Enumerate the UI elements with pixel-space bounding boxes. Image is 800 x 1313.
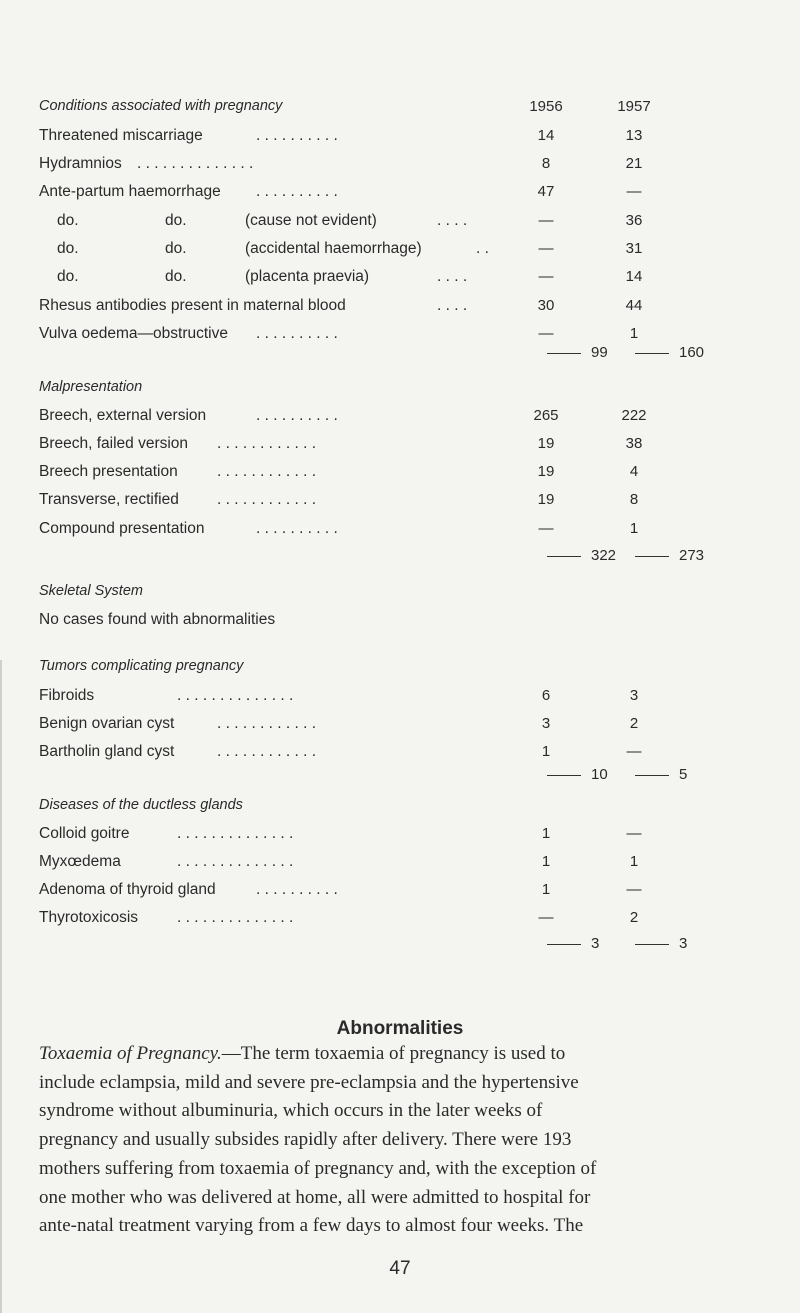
- value-1957: —: [626, 881, 642, 898]
- table-row-label: Rhesus antibodies present in maternal blood: [39, 297, 346, 314]
- paragraph-line: Toxaemia of Pregnancy.—The term toxaemia of pregnancy is used to: [39, 1043, 566, 1064]
- paragraph-line: include eclampsia, mild and severe pre-eclampsia and the hypertensive: [39, 1071, 579, 1093]
- section-title-pregnancy: Conditions associated with pregnancy: [39, 98, 283, 114]
- value-1956: 265: [533, 407, 559, 424]
- table-row-label: Threatened miscarriage: [39, 127, 203, 144]
- subtotal-1957: 3: [635, 936, 687, 951]
- abnormalities-heading: Abnormalities: [336, 1018, 464, 1039]
- value-1956: 6: [541, 687, 551, 704]
- subtotal-1956: 99: [547, 345, 608, 360]
- paragraph-line: mothers suffering from toxaemia of pregnancy and, with the exception of: [39, 1157, 597, 1179]
- scan-edge-line: [0, 660, 2, 1313]
- leader-dots: . . . . . . . . . .: [256, 127, 338, 144]
- table-row-label: Adenoma of thyroid gland: [39, 881, 216, 898]
- table-row-label: (accidental haemorrhage): [245, 240, 422, 257]
- leader-dots: . . . .: [437, 212, 468, 229]
- value-1957: 44: [625, 297, 643, 314]
- ditto-mark: do.: [57, 268, 79, 285]
- value-1957: 8: [629, 491, 639, 508]
- value-1957: 36: [625, 212, 643, 229]
- value-1957: 4: [629, 463, 639, 480]
- leader-dots: . . . . . . . . . . . . . .: [177, 909, 294, 926]
- section-title-malpresentation: Malpresentation: [39, 379, 143, 395]
- table-row-label: Ante-partum haemorrhage: [39, 183, 221, 200]
- value-1956: —: [538, 212, 554, 229]
- value-1957: 2: [629, 715, 639, 732]
- leader-dots: . . . . . . . . . . . . . .: [137, 155, 254, 172]
- leader-dots: . . . . . . . . . . . .: [217, 463, 317, 480]
- table-row-label: Colloid goitre: [39, 825, 130, 842]
- ditto-mark: do.: [57, 212, 79, 229]
- value-1956: 1: [541, 853, 551, 870]
- value-1956: 19: [537, 491, 555, 508]
- skeletal-text: No cases found with abnormalities: [39, 611, 276, 628]
- value-1956: 14: [537, 127, 555, 144]
- table-row-label: Breech, failed version: [39, 435, 189, 452]
- value-1957: 13: [625, 127, 643, 144]
- table-row-label: Breech, external version: [39, 407, 207, 424]
- leader-dots: . . . . . . . . . .: [256, 881, 338, 898]
- column-header-1957: 1957: [617, 98, 651, 115]
- ditto-mark: do.: [165, 268, 187, 285]
- table-row-label: Bartholin gland cyst: [39, 743, 175, 760]
- table-row-label: Myxœdema: [39, 853, 121, 870]
- table-row-label: (cause not evident): [245, 212, 377, 229]
- table-row-label: Hydramnios: [39, 155, 122, 172]
- value-1957: 3: [629, 687, 639, 704]
- paragraph-line: ante-natal treatment varying from a few days to almost four weeks. The: [39, 1215, 584, 1237]
- value-1956: 30: [537, 297, 555, 314]
- value-1956: —: [538, 240, 554, 257]
- leader-dots: . . . . . . . . . . . . . .: [177, 825, 294, 842]
- table-row-label: (placenta praevia): [245, 268, 370, 285]
- table-row-label: Breech presentation: [39, 463, 178, 480]
- subtotal-1956: 10: [547, 767, 608, 782]
- leader-dots: . . . . . . . . . . . .: [217, 743, 317, 760]
- value-1957: 14: [625, 268, 643, 285]
- paragraph-line: pregnancy and usually subsides rapidly after delivery. There were 193: [39, 1129, 572, 1151]
- value-1956: 47: [537, 183, 555, 200]
- value-1956: 3: [541, 715, 551, 732]
- value-1956: —: [538, 520, 554, 537]
- ditto-mark: do.: [57, 240, 79, 257]
- value-1956: —: [538, 325, 554, 342]
- value-1957: 38: [625, 435, 643, 452]
- paragraph-line: syndrome without albuminuria, which occurs in the later weeks of: [39, 1100, 543, 1122]
- value-1957: 1: [629, 853, 639, 870]
- subtotal-1956: 322: [547, 548, 616, 563]
- table-row-label: Benign ovarian cyst: [39, 715, 175, 732]
- subtotal-1956: 3: [547, 936, 599, 951]
- leader-dots: . . . . . . . . . . . . . .: [177, 853, 294, 870]
- value-1957: 21: [625, 155, 643, 172]
- leader-dots: . . . .: [437, 297, 468, 314]
- leader-dots: . . . . . . . . . . . .: [217, 491, 317, 508]
- value-1956: 1: [541, 881, 551, 898]
- table-row-label: Thyrotoxicosis: [39, 909, 139, 926]
- leader-dots: . . . . . . . . . .: [256, 520, 338, 537]
- value-1957: 222: [621, 407, 647, 424]
- subtotal-1957: 160: [635, 345, 704, 360]
- page-number: 47: [389, 1258, 411, 1279]
- value-1957: 31: [625, 240, 643, 257]
- value-1957: 1: [629, 325, 639, 342]
- value-1956: 1: [541, 743, 551, 760]
- leader-dots: . . . . . . . . . .: [256, 325, 338, 342]
- subtotal-1957: 273: [635, 548, 704, 563]
- leader-dots: . . . . . . . . . .: [256, 407, 338, 424]
- leader-dots: . . . . . . . . . . . . . .: [177, 687, 294, 704]
- abnormalities-paragraph: [39, 1040, 759, 1241]
- leader-dots: . . . . . . . . . . . .: [217, 435, 317, 452]
- value-1957: —: [626, 825, 642, 842]
- value-1956: 8: [541, 155, 551, 172]
- paragraph-line: one mother who was delivered at home, all were admitted to hospital for: [39, 1186, 591, 1208]
- section-title-skeletal: Skeletal System: [39, 583, 143, 599]
- value-1957: —: [626, 183, 642, 200]
- table-row-label: Compound presentation: [39, 520, 205, 537]
- value-1956: 19: [537, 463, 555, 480]
- leader-dots: . . . . . . . . . .: [256, 183, 338, 200]
- table-row-label: Vulva oedema—obstructive: [39, 325, 228, 342]
- section-title-tumors: Tumors complicating pregnancy: [39, 658, 244, 674]
- column-header-1956: 1956: [529, 98, 563, 115]
- ditto-mark: do.: [165, 212, 187, 229]
- ditto-mark: do.: [165, 240, 187, 257]
- table-row-label: Transverse, rectified: [39, 491, 179, 508]
- paragraph-lead-italic: Toxaemia of Pregnancy.: [39, 1043, 222, 1064]
- leader-dots: . . . .: [437, 268, 468, 285]
- leader-dots: . .: [476, 240, 489, 257]
- section-title-ductless: Diseases of the ductless glands: [39, 797, 243, 813]
- value-1956: —: [538, 268, 554, 285]
- value-1957: —: [626, 743, 642, 760]
- value-1957: 2: [629, 909, 639, 926]
- value-1956: 1: [541, 825, 551, 842]
- leader-dots: . . . . . . . . . . . .: [217, 715, 317, 732]
- value-1956: 19: [537, 435, 555, 452]
- subtotal-1957: 5: [635, 767, 687, 782]
- value-1957: 1: [629, 520, 639, 537]
- value-1956: —: [538, 909, 554, 926]
- table-row-label: Fibroids: [39, 687, 95, 704]
